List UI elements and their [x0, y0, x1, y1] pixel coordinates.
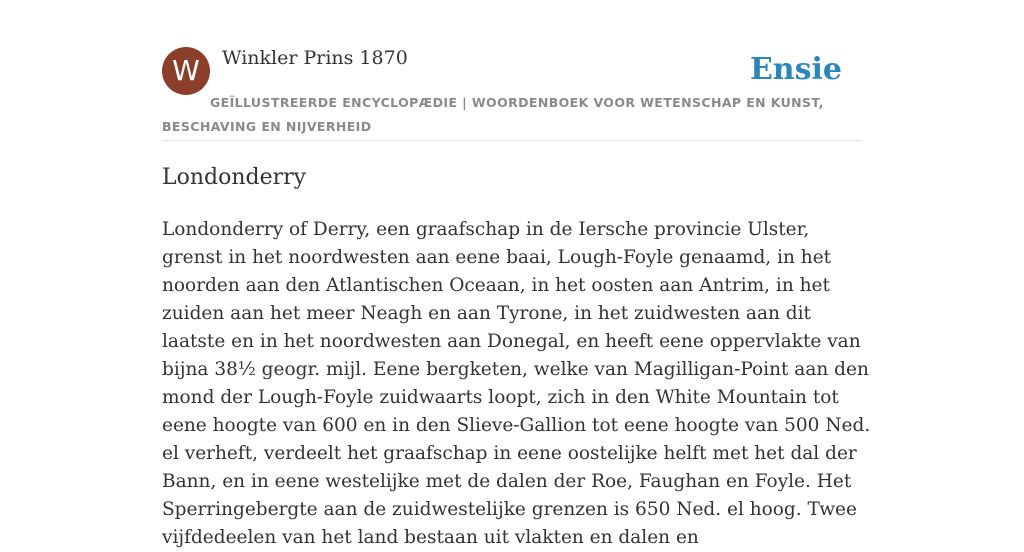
article-title: Londonderry [162, 165, 307, 190]
book-subtitle: GEÏLLUSTREERDE ENCYCLOPÆDIE | WOORDENBOEK VOOR WETENSCHAP EN KUNST, BESCHAVING EN NIJVERHEID [162, 95, 824, 134]
article-body: Londonderry of Derry, een graafschap in de Iersche provincie Ulster, grenst in het noordwesten aan eene baai, Lough-Foyle genaamd, in het noorden aan den Atlantischen Oceaan, in het oosten aan Antrim, in het zuiden aan het meer Neagh en aan Tyrone, in het zuidwesten aan dit laatste en in het noordwesten aan Donegal, en heeft eene oppervlakte van bijna 38½ geogr. mijl. Eene bergketen, welke van Magilligan-Point aan den mond der Lough-Foyle zuidwaarts loopt, zich in den White Mountain tot eene hoogte van 600 en in den Slieve-Gallion tot eene hoogte van 500 Ned. el verheft, verdeelt het graafschap in eene oostelijke helft met het dal der Bann, en in eene westelijke met de dalen der Roe, Faughan en Foyle. Het Sperringebergte aan de zuidwestelijke grenzen is 650 Ned. el hoog. Twee vijfdedeelen van het land bestaan uit vlakten en dalen en [162, 219, 871, 548]
book-title-link[interactable]: Winkler Prins 1870 [222, 47, 408, 69]
header [162, 46, 862, 141]
avatar[interactable]: W [162, 47, 210, 95]
ensie-logo[interactable]: Ensie [749, 52, 842, 87]
